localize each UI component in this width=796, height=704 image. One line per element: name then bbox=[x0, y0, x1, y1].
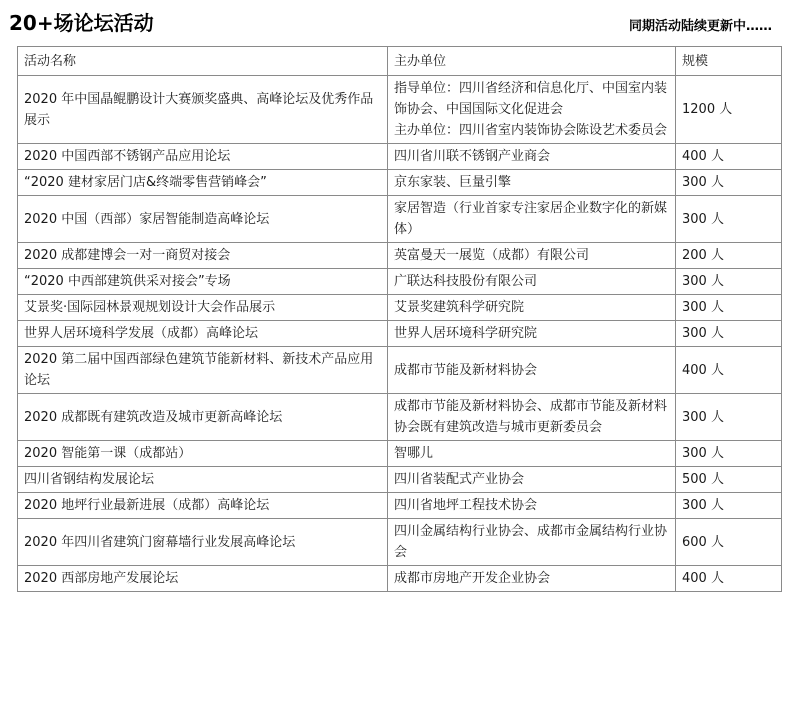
event-name-cell: 2020 年中国晶鲲鹏设计大赛颁奖盛典、高峰论坛及优秀作品展示 bbox=[18, 76, 388, 144]
organizer-cell: 家居智造（行业首家专注家居企业数字化的新媒体） bbox=[388, 196, 676, 243]
scale-cell: 300 人 bbox=[676, 196, 782, 243]
table-row bbox=[18, 196, 782, 243]
scale-cell: 300 人 bbox=[676, 295, 782, 321]
table-header-row bbox=[18, 47, 782, 76]
scale-cell: 300 人 bbox=[676, 441, 782, 467]
table-row bbox=[18, 170, 782, 196]
table-row bbox=[18, 321, 782, 347]
event-name-cell: 2020 西部房地产发展论坛 bbox=[18, 566, 388, 592]
event-name-cell: 艾景奖·国际园林景观规划设计大会作品展示 bbox=[18, 295, 388, 321]
table-row bbox=[18, 243, 782, 269]
scale-cell: 400 人 bbox=[676, 566, 782, 592]
scale-cell: 1200 人 bbox=[676, 76, 782, 144]
table-row bbox=[18, 76, 782, 144]
event-name-cell: “2020 中西部建筑供采对接会”专场 bbox=[18, 269, 388, 295]
scale-cell: 500 人 bbox=[676, 467, 782, 493]
page-title: 20+场论坛活动 bbox=[9, 11, 154, 35]
table-row bbox=[18, 441, 782, 467]
event-name-cell: 世界人居环境科学发展（成都）高峰论坛 bbox=[18, 321, 388, 347]
organizer-cell: 智哪儿 bbox=[388, 441, 676, 467]
event-name-cell: 2020 中国（西部）家居智能制造高峰论坛 bbox=[18, 196, 388, 243]
organizer-cell: 成都市房地产开发企业协会 bbox=[388, 566, 676, 592]
event-name-cell: 2020 中国西部不锈钢产品应用论坛 bbox=[18, 144, 388, 170]
organizer-cell: 成都市节能及新材料协会、成都市节能及新材料协会既有建筑改造与城市更新委员会 bbox=[388, 394, 676, 441]
scale-cell: 600 人 bbox=[676, 519, 782, 566]
organizer-cell: 指导单位：四川省经济和信息化厅、中国室内装饰协会、中国国际文化促进会 主办单位：四川省室内装饰协会陈设艺术委员会 bbox=[388, 76, 676, 144]
organizer-cell: 四川省地坪工程技术协会 bbox=[388, 493, 676, 519]
events-table bbox=[17, 46, 782, 592]
event-name-cell: 2020 第二届中国西部绿色建筑节能新材料、新技术产品应用论坛 bbox=[18, 347, 388, 394]
event-name-cell: 2020 成都建博会一对一商贸对接会 bbox=[18, 243, 388, 269]
column-header-name: 活动名称 bbox=[18, 47, 388, 76]
scale-cell: 300 人 bbox=[676, 493, 782, 519]
event-name-cell: 2020 地坪行业最新进展（成都）高峰论坛 bbox=[18, 493, 388, 519]
table-row bbox=[18, 467, 782, 493]
table-row bbox=[18, 269, 782, 295]
organizer-cell: 四川金属结构行业协会、成都市金属结构行业协会 bbox=[388, 519, 676, 566]
organizer-cell: 四川省装配式产业协会 bbox=[388, 467, 676, 493]
organizer-cell: 世界人居环境科学研究院 bbox=[388, 321, 676, 347]
scale-cell: 200 人 bbox=[676, 243, 782, 269]
table-row bbox=[18, 493, 782, 519]
table-row bbox=[18, 144, 782, 170]
table-row bbox=[18, 394, 782, 441]
table-row bbox=[18, 295, 782, 321]
table-body bbox=[18, 76, 782, 592]
scale-cell: 400 人 bbox=[676, 347, 782, 394]
scale-cell: 400 人 bbox=[676, 144, 782, 170]
event-name-cell: 四川省钢结构发展论坛 bbox=[18, 467, 388, 493]
event-name-cell: “2020 建材家居门店&终端零售营销峰会” bbox=[18, 170, 388, 196]
column-header-scale: 规模 bbox=[676, 47, 782, 76]
event-name-cell: 2020 智能第一课（成都站） bbox=[18, 441, 388, 467]
organizer-cell: 四川省川联不锈钢产业商会 bbox=[388, 144, 676, 170]
scale-cell: 300 人 bbox=[676, 269, 782, 295]
event-name-cell: 2020 成都既有建筑改造及城市更新高峰论坛 bbox=[18, 394, 388, 441]
table-row bbox=[18, 566, 782, 592]
organizer-cell: 艾景奖建筑科学研究院 bbox=[388, 295, 676, 321]
scale-cell: 300 人 bbox=[676, 170, 782, 196]
organizer-cell: 广联达科技股份有限公司 bbox=[388, 269, 676, 295]
scale-cell: 300 人 bbox=[676, 321, 782, 347]
table-row bbox=[18, 519, 782, 566]
page-subtitle: 同期活动陆续更新中…… bbox=[628, 19, 772, 34]
organizer-cell: 京东家装、巨量引擎 bbox=[388, 170, 676, 196]
scale-cell: 300 人 bbox=[676, 394, 782, 441]
organizer-cell: 成都市节能及新材料协会 bbox=[388, 347, 676, 394]
event-name-cell: 2020 年四川省建筑门窗幕墙行业发展高峰论坛 bbox=[18, 519, 388, 566]
table-row bbox=[18, 347, 782, 394]
column-header-organizer: 主办单位 bbox=[388, 47, 676, 76]
organizer-cell: 英富曼天一展览（成都）有限公司 bbox=[388, 243, 676, 269]
